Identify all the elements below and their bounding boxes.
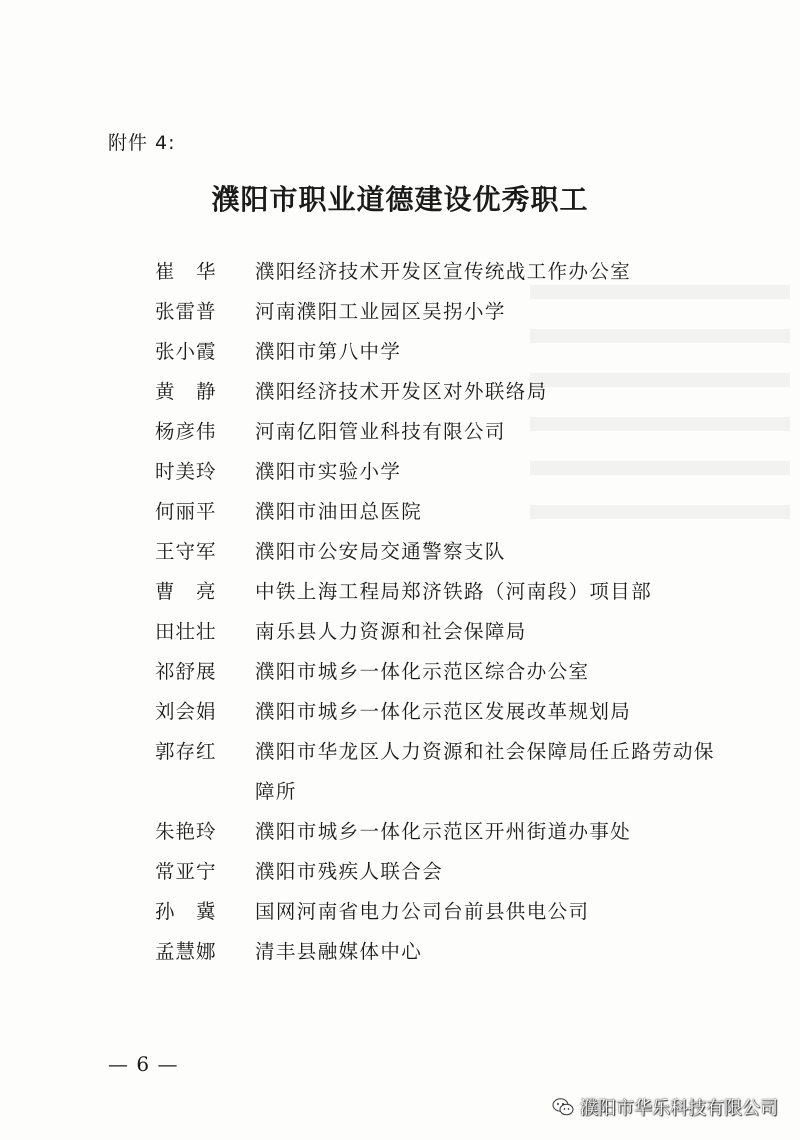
employee-name: 黄 静	[155, 380, 217, 403]
list-item	[155, 732, 715, 812]
document-title: 濮阳市职业道德建设优秀职工	[211, 183, 589, 216]
employee-organization: 清丰县融媒体中心	[255, 940, 423, 963]
watermark-text: 濮阳市华乐科技有限公司	[580, 1098, 778, 1119]
employee-list	[155, 252, 715, 972]
employee-organization: 南乐县人力资源和社会保障局	[255, 620, 527, 643]
list-item	[155, 652, 715, 692]
employee-name: 张小霞	[155, 340, 217, 363]
employee-organization: 濮阳市华龙区人力资源和社会保障局任丘路劳动保障所	[255, 740, 715, 803]
employee-organization: 国网河南省电力公司台前县供电公司	[255, 900, 590, 923]
employee-name: 祁舒展	[155, 660, 217, 683]
list-item	[155, 292, 715, 332]
employee-organization: 濮阳市城乡一体化示范区开州街道办事处	[255, 820, 632, 843]
employee-organization: 中铁上海工程局郑济铁路（河南段）项目部	[255, 580, 653, 603]
employee-name: 田壮壮	[155, 620, 217, 643]
list-item	[155, 332, 715, 372]
employee-name: 杨彦伟	[155, 420, 217, 443]
list-item	[155, 892, 715, 932]
list-item	[155, 492, 715, 532]
employee-name: 张雷普	[155, 300, 217, 323]
employee-organization: 濮阳经济技术开发区宣传统战工作办公室	[255, 260, 632, 283]
employee-name: 孙 冀	[155, 900, 217, 923]
list-item	[155, 372, 715, 412]
employee-organization: 濮阳经济技术开发区对外联络局	[255, 380, 548, 403]
attachment-label: 附件 4:	[108, 132, 176, 154]
list-item	[155, 452, 715, 492]
list-item	[155, 692, 715, 732]
employee-organization: 濮阳市第八中学	[255, 340, 402, 363]
page-number: — 6 —	[108, 1052, 179, 1076]
employee-name: 刘会娟	[155, 700, 217, 723]
employee-organization: 河南亿阳管业科技有限公司	[255, 420, 506, 443]
employee-organization: 濮阳市城乡一体化示范区发展改革规划局	[255, 700, 632, 723]
list-item	[155, 612, 715, 652]
employee-name: 崔 华	[155, 260, 217, 283]
list-item	[155, 812, 715, 852]
wechat-icon	[552, 1097, 574, 1117]
employee-name: 王守军	[155, 540, 217, 563]
employee-name: 孟慧娜	[155, 940, 217, 963]
list-item	[155, 252, 715, 292]
list-item	[155, 532, 715, 572]
list-item	[155, 852, 715, 892]
employee-organization: 河南濮阳工业园区吴拐小学	[255, 300, 506, 323]
employee-name: 何丽平	[155, 500, 217, 523]
employee-name: 时美玲	[155, 460, 217, 483]
employee-name: 郭存红	[155, 740, 217, 763]
list-item	[155, 412, 715, 452]
employee-organization: 濮阳市油田总医院	[255, 500, 423, 523]
watermark	[552, 1094, 778, 1120]
employee-organization: 濮阳市公安局交通警察支队	[255, 540, 506, 563]
employee-name: 朱艳玲	[155, 820, 217, 843]
employee-name: 常亚宁	[155, 860, 217, 883]
employee-organization: 濮阳市城乡一体化示范区综合办公室	[255, 660, 590, 683]
employee-organization: 濮阳市残疾人联合会	[255, 860, 444, 883]
list-item	[155, 572, 715, 612]
employee-organization: 濮阳市实验小学	[255, 460, 402, 483]
list-item	[155, 932, 715, 972]
employee-name: 曹 亮	[155, 580, 217, 603]
